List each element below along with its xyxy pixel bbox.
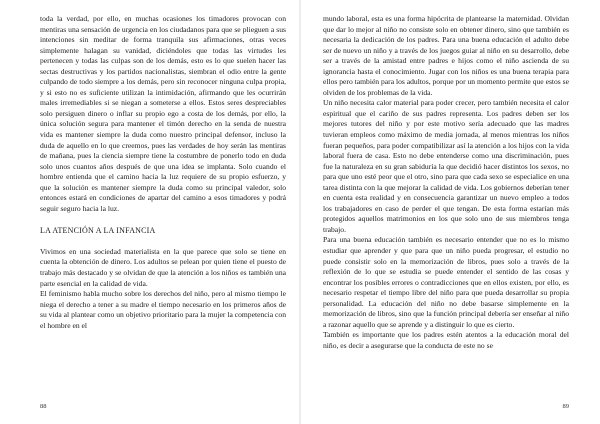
- right-page: [323, 14, 569, 410]
- gutter: [299, 0, 301, 424]
- page-number-left: 88: [40, 403, 47, 410]
- right-paragraph-1: mundo laboral, esta es una forma hipócrita de plantearse la maternidad. Olvidan que dar lo mejor al niño no consiste solo en obtener dinero, sino que también es necesaria la dedicación de los padres. Para una buena educación el adulto debe ser de nuevo un niño y a través de los juegos guiar al niño en su desarrollo, debe ser a través de la amistad entre padres e hijos como el niño ascienda de su ignorancia hasta el conocimiento. Jugar con los niños es una buena terapia para ellos pero también para los adultos, porque por un momento permite que estos se olviden de los problemas de la vida.: [323, 14, 569, 97]
- right-paragraph-3: Para una buena educación también es necesario entender que no es lo mismo estudiar que aprender y que para que un niño pueda progresar, el estudio no puede consistir solo en la memorización de libros, pues solo a través de la reflexión de lo que se estudia se puede entender el sentido de las cosas y encontrar los posibles errores o contradicciones que en ellos existen, por ello, es necesario respetar el tiempo libre del niño para que pueda desarrollar su propia personalidad. La educación del niño no debe basarse simplemente en la memorización de libros, sino que la función principal debería ser enseñar al niño a razonar aquello que se aprende y a distinguir lo que es cierto.: [323, 235, 569, 329]
- page-number-right: 89: [562, 403, 569, 410]
- right-paragraph-2: Un niño necesita calor material para poder crecer, pero también necesita el calor espiritual que el cariño de sus padres representa. Los padres deben ser los mejores tutores del niño y por este motivo sería adecuado que las madres tuvieran empleos como máximo de media jornada, al menos mientras los niños fueran pequeños, para poder compatibilizar así la atención a los hijos con la vida laboral fuera de casa. Esto no debe entenderse como una discriminación, pues fue la naturaleza en su gran sabiduría la que decidió hacer distintos los sexos, no para que uno esté peor que el otro, sino para que cada sexo se especialice en una tarea distinta con la que mejorar la calidad de vida. Los gobiernos deberían tener en cuenta esta realidad y en consecuencia garantizar un nuevo empleo a todos los trabajadores en caso de perder el que tengan. De esta forma estarían más protegidos aquellos matrimonios en los que solo uno de sus miembros tenga trabajo.: [323, 98, 569, 234]
- left-paragraph-2: Vivimos en una sociedad materialista en la que parece que solo se tiene en cuenta la obtención de dinero. Los adultos se pelean por quien tiene el puesto de trabajo más destacado y se olvidan de que la atención a los niños es también una parte esencial en la calidad de vida.: [40, 246, 286, 288]
- left-paragraph-1: toda la verdad, por ello, en muchas ocasiones los timadores provocan con mentiras una sensación de urgencia en los ciudadanos para que se plieguen a sus intenciones sin meditar de forma tranquila sus afirmaciones, otras veces simplemente halagan su vanidad, diciéndoles que todas las virtudes les pertenecen y todas las culpas son de los demás, esto es lo que suelen hacer las sectas destructivas y los partidos nacionalistas, siembran el odio entre la gente culpando de todo siempre a los demás, pero sin reconocer ninguna culpa propia, y si esto no es suficiente utilizan la intimidación, afirmando que les ocurrirán males irremediables si se niegan a someterse a ellos. Estos seres despreciables solo persiguen dinero o inflar su propio ego a costa de los demás, por ello, la única solución segura para mantener el timón derecho en la senda de nuestra vida es mantener siempre la duda como nuestro principal defensor, incluso la duda de aquello en lo que creemos, pues las verdades de hoy serán las mentiras de mañana, pues la ciencia siempre tiene la costumbre de ponerlo todo en duda solo unos cuantos años después de que una idea se implanta. Solo cuando el hombre entienda que el camino hacia la luz requiere de su propio esfuerzo, y que la solución es mantener siempre la duda como su principal valedor, solo entonces estará en condiciones de apartar del camino a esos timadores y podrá seguir seguro hacia la luz.: [40, 14, 286, 213]
- left-page: [40, 14, 286, 410]
- left-paragraph-3: El feminismo habla mucho sobre los derechos del niño, pero al mismo tiempo le niega el derecho a tener a su madre el tiempo necesario en los primeros años de su vida al plantear como un objetivo prioritario para la mujer la competencia con el hombre en el: [40, 289, 286, 330]
- left-page-text: [40, 14, 286, 331]
- section-heading: LA ATENCIÓN A LA INFANCIA: [40, 226, 156, 236]
- right-paragraph-4: También es importante que los padres estén atentos a la educación moral del niño, es decir a asegurarse que la conducta de este no se: [323, 330, 569, 350]
- right-page-text: [323, 14, 569, 352]
